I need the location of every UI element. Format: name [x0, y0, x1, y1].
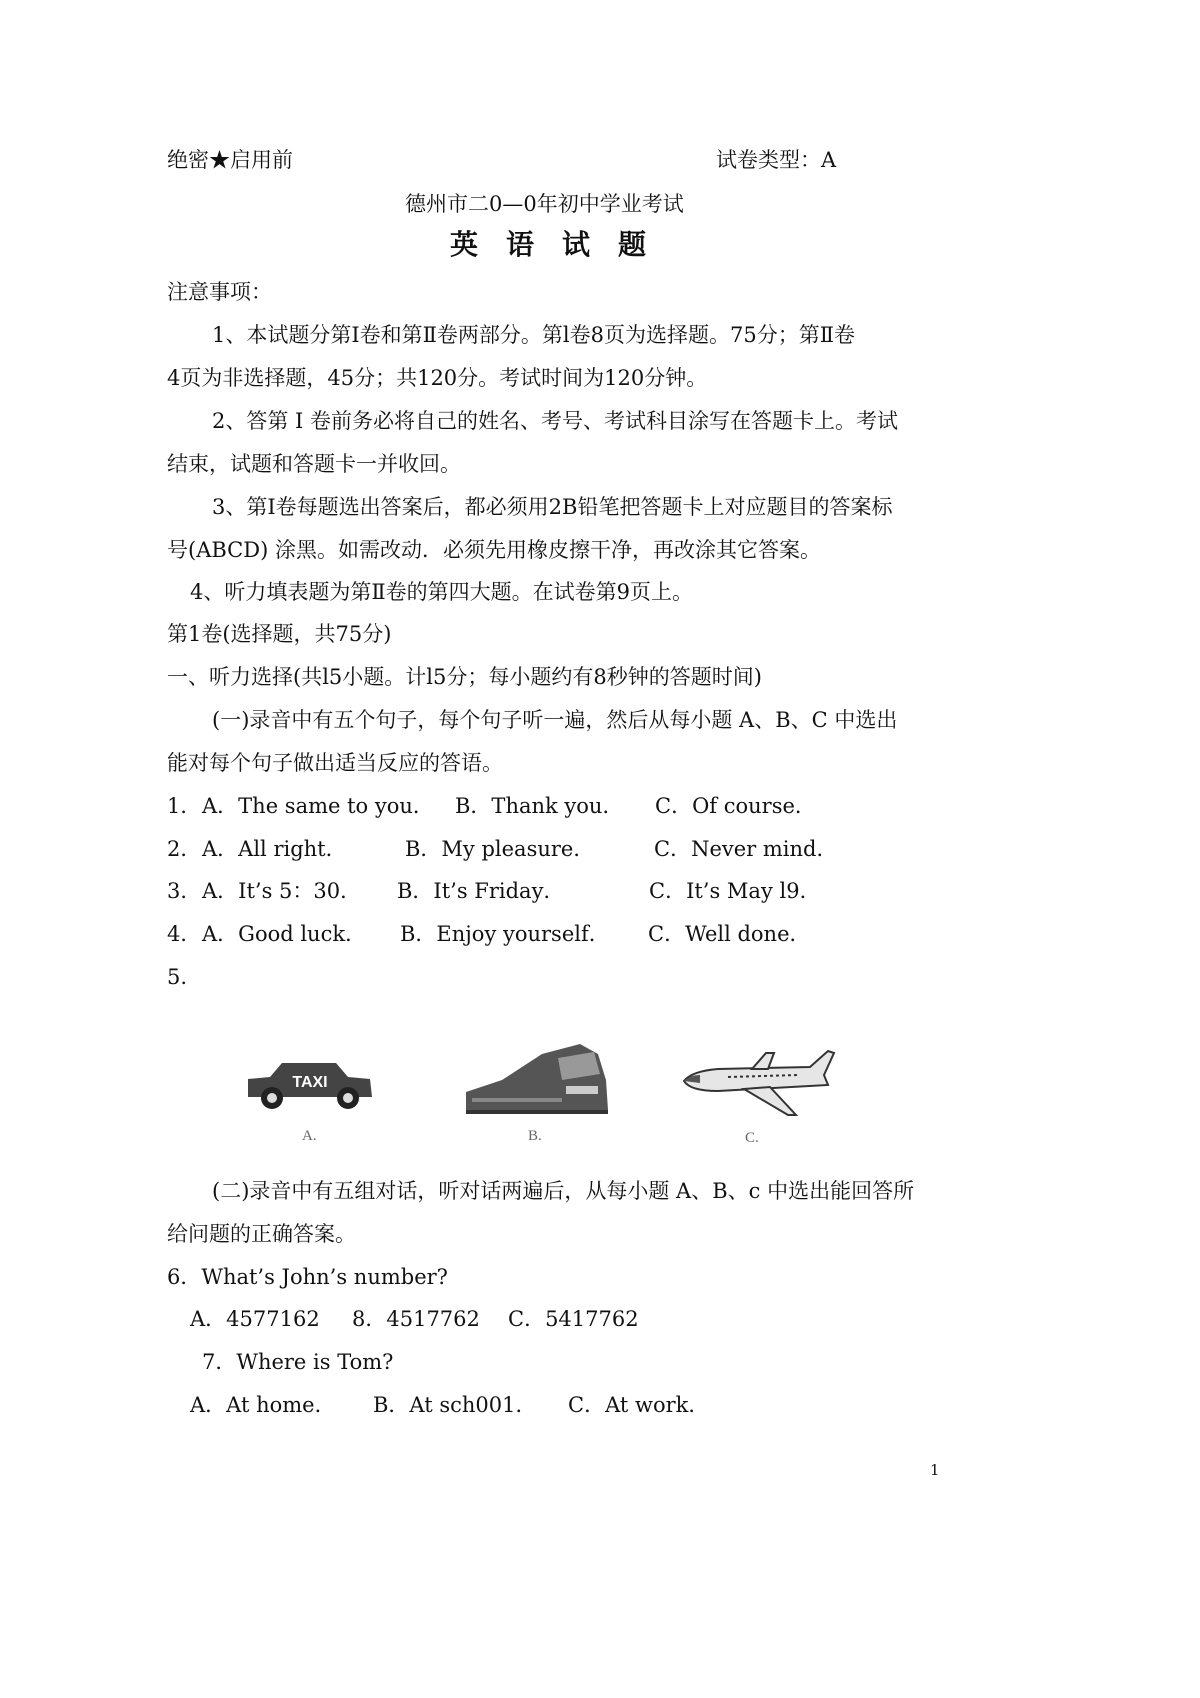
- option-b: B．Enjoy yourself．: [400, 922, 610, 946]
- option-a: A．It’s 5：30．: [202, 879, 362, 903]
- sub2-instruction-line-2: 给问题的正确答案。: [167, 1222, 356, 1246]
- question-number: 2．: [167, 837, 202, 861]
- question-6-stem: 6．What’s John’s number?: [167, 1265, 448, 1289]
- notice-item-4: 4、听力填表题为第Ⅱ卷的第四大题。在试卷第9页上。: [190, 580, 693, 604]
- notice-heading: 注意事项：: [167, 280, 272, 304]
- option-a: A．At home．: [190, 1393, 336, 1417]
- notice-item-3-line-2: 号(ABCD) 涂黑。如需改动．必须先用橡皮擦干净，再改涂其它答案。: [167, 538, 821, 562]
- option-c: C．5417762: [508, 1307, 639, 1331]
- exam-name: 德州市二0—0年初中学业考试: [405, 192, 684, 216]
- option-c: C．At work．: [568, 1393, 710, 1417]
- part1-heading: 第1卷(选择题，共75分): [167, 622, 392, 646]
- sub2-instruction-line-1: (二)录音中有五组对话，听对话两遍后，从每小题 A、B、c 中选出能回答所: [212, 1179, 915, 1203]
- notice-item-3-line-1: 3、第I卷每题选出答案后，都必须用2B铅笔把答题卡上对应题目的答案标: [212, 495, 893, 519]
- taxi-picture: [240, 1055, 380, 1115]
- section1-heading: 一、听力选择(共l5小题。计l5分；每小题约有8秒钟的答题时间): [167, 665, 762, 689]
- taxi-icon: [240, 1055, 380, 1115]
- question-number: 4．: [167, 922, 202, 946]
- notice-item-1-line-2: 4页为非选择题，45分；共120分。考试时间为120分钟。: [167, 366, 708, 390]
- option-b: B．Thank you．: [455, 794, 624, 818]
- question-7-stem: 7．Where is Tom?: [202, 1350, 394, 1374]
- sub1-instruction-line-1: (一)录音中有五个句子，每个句子听一遍，然后从每小题 A、B、C 中选出: [212, 708, 898, 732]
- question-number: 1．: [167, 794, 202, 818]
- option-a: A．Good luck．: [202, 922, 367, 946]
- notice-item-1-line-1: 1、本试题分第I卷和第Ⅱ卷两部分。第l卷8页为选择题。75分；第Ⅱ卷: [212, 323, 855, 347]
- notice-item-2-line-1: 2、答第 I 卷前务必将自己的姓名、考号、考试科目涂写在答题卡上。考试: [212, 409, 899, 433]
- picture-label-a: A.: [302, 1128, 317, 1144]
- question-number: 3．: [167, 879, 202, 903]
- option-c: C．Well done．: [648, 922, 811, 946]
- airplane-icon: [678, 1045, 838, 1120]
- option-b: 8．4517762: [352, 1307, 480, 1331]
- train-icon: [462, 1040, 612, 1118]
- confidential-mark: 绝密★启用前: [167, 148, 293, 172]
- paper-type: 试卷类型：A: [716, 148, 837, 172]
- picture-label-b: B.: [528, 1128, 542, 1144]
- option-b: B．My pleasure．: [405, 837, 595, 861]
- page-title: 英 语 试 题: [450, 228, 647, 261]
- notice-item-2-line-2: 结束，试题和答题卡一并收回。: [167, 452, 461, 476]
- taxi-sign-text: TAXI: [292, 1074, 328, 1091]
- option-a: A．All right．: [202, 837, 347, 861]
- option-c: C．It’s May l9．: [649, 879, 821, 903]
- question-5-number: 5.: [167, 965, 188, 989]
- option-a: A．The same to you．: [202, 794, 434, 818]
- sub1-instruction-line-2: 能对每个句子做出适当反应的答语。: [167, 751, 503, 775]
- option-c: C．Of course．: [655, 794, 816, 818]
- train-picture: [462, 1040, 612, 1118]
- picture-label-c: C.: [745, 1130, 759, 1146]
- airplane-picture: [678, 1045, 838, 1120]
- option-b: B．At sch001．: [373, 1393, 537, 1417]
- page-number: 1: [930, 1461, 940, 1479]
- option-a: A．4577162: [190, 1307, 320, 1331]
- option-c: C．Never mind．: [654, 837, 838, 861]
- option-b: B．It’s Friday．: [397, 879, 565, 903]
